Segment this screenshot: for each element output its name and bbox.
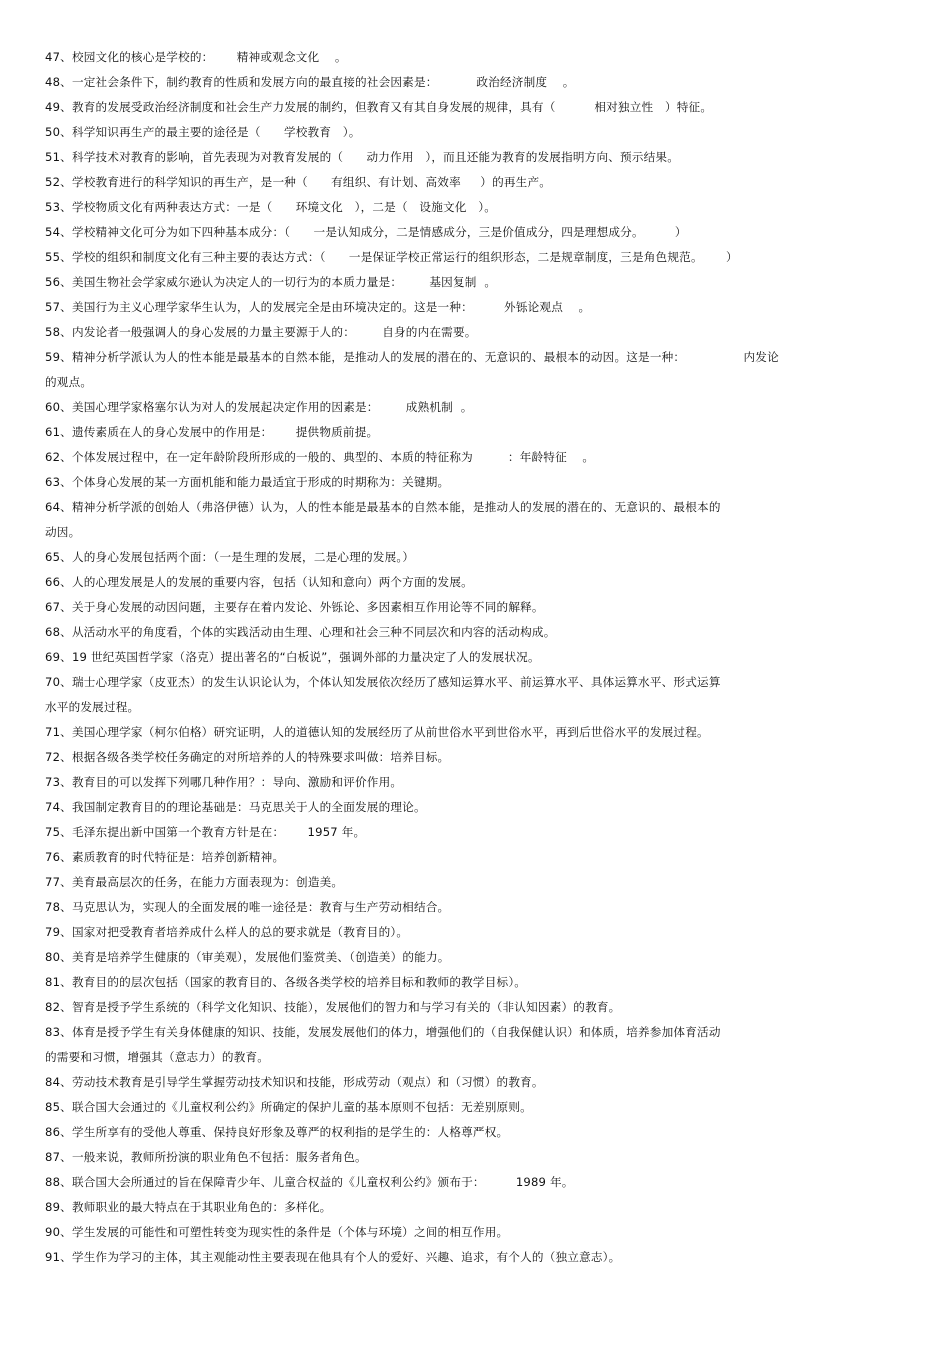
text-line: 51、科学技术对教育的影响，首先表现为对教育发展的（ 动力作用 ），而且还能为教育的发展指明方向、预示结果。 — [45, 150, 680, 164]
text-line: 87、一般来说，教师所扮演的职业角色不包括：服务者角色。 — [45, 1150, 367, 1164]
document-body — [45, 45, 885, 1270]
text-line: 74、我国制定教育目的的理论基础是：马克思关于人的全面发展的理论。 — [45, 800, 426, 814]
text-line: 88、联合国大会所通过的旨在保障青少年、儿童合权益的《儿童权利公约》颁布于： 1989 年。 — [45, 1175, 574, 1189]
text-line: 83、体育是授予学生有关身体健康的知识、技能，发展发展他们的体力，增强他们的（自我保健认识）和体质，培养参加体育活动 — [45, 1025, 721, 1039]
text-line: 60、美国心理学家格塞尔认为对人的发展起决定作用的因素是： 成熟机制 。 — [45, 400, 473, 414]
text-line: 58、内发论者一般强调人的身心发展的力量主要源于人的： 自身的内在需要。 — [45, 325, 477, 339]
text-line: 65、人的身心发展包括两个面：（一是生理的发展，二是心理的发展。） — [45, 550, 415, 564]
text-line: 50、科学知识再生产的最主要的途径是（ 学校教育 ）。 — [45, 125, 361, 139]
text-line: 49、教育的发展受政治经济制度和社会生产力发展的制约，但教育又有其自身发展的规律，具有（ 相对独立性 ）特征。 — [45, 100, 713, 114]
text-line: 75、毛泽东提出新中国第一个教育方针是在： 1957 年。 — [45, 825, 366, 839]
text-line: 的需要和习惯，增强其（意志力）的教育。 — [45, 1050, 270, 1064]
text-line: 的观点。 — [45, 375, 93, 389]
text-line: 71、美国心理学家（柯尔伯格）研究证明，人的道德认知的发展经历了从前世俗水平到世俗水平，再到后世俗水平的发展过程。 — [45, 725, 709, 739]
text-line: 57、美国行为主义心理学家华生认为，人的发展完全是由环境决定的。这是一种： 外铄论观点 。 — [45, 300, 591, 314]
text-line: 54、学校精神文化可分为如下四种基本成分：（ 一是认知成分，二是情感成分，三是价值成分，四是理想成分。 ） — [45, 225, 687, 239]
text-line: 77、美育最高层次的任务，在能力方面表现为：创造美。 — [45, 875, 344, 889]
text-line: 52、学校教育进行的科学知识的再生产，是一种（ 有组织、有计划、高效率 ）的再生产。 — [45, 175, 552, 189]
text-line: 85、联合国大会通过的《儿童权利公约》所确定的保护儿童的基本原则不包括：无差别原则。 — [45, 1100, 532, 1114]
text-line: 89、教师职业的最大特点在于其职业角色的：多样化。 — [45, 1200, 332, 1214]
text-line: 90、学生发展的可能性和可塑性转变为现实性的条件是（个体与环境）之间的相互作用。 — [45, 1225, 509, 1239]
text-line: 72、根据各级各类学校任务确定的对所培养的人的特殊要求叫做：培养目标。 — [45, 750, 450, 764]
text-line: 70、瑞士心理学家（皮亚杰）的发生认识论认为，个体认知发展依次经历了感知运算水平、前运算水平、具体运算水平、形式运算 — [45, 675, 721, 689]
text-line: 81、教育目的的层次包括（国家的教育目的、各级各类学校的培养目标和教师的教学目标）。 — [45, 975, 527, 989]
text-line: 动因。 — [45, 525, 81, 539]
text-line: 61、遗传素质在人的身心发展中的作用是： 提供物质前提。 — [45, 425, 379, 439]
text-line: 53、学校物质文化有两种表达方式：一是（ 环境文化 ），二是（ 设施文化 ）。 — [45, 200, 497, 214]
text-line: 73、教育目的可以发挥下列哪几种作用？：导向、激励和评价作用。 — [45, 775, 403, 789]
text-line: 水平的发展过程。 — [45, 700, 140, 714]
text-line: 84、劳动技术教育是引导学生掌握劳动技术知识和技能，形成劳动（观点）和（习惯）的教育。 — [45, 1075, 544, 1089]
text-line: 86、学生所享有的受他人尊重、保持良好形象及尊严的权利指的是学生的：人格尊严权。 — [45, 1125, 509, 1139]
text-line: 78、马克思认为，实现人的全面发展的唯一途径是：教育与生产劳动相结合。 — [45, 900, 450, 914]
text-line: 91、学生作为学习的主体，其主观能动性主要表现在他具有个人的爱好、兴趣、追求，有个人的（独立意志）。 — [45, 1250, 621, 1264]
text-line: 56、美国生物社会学家威尔逊认为决定人的一切行为的本质力量是： 基因复制 。 — [45, 275, 497, 289]
text-line: 66、人的心理发展是人的发展的重要内容，包括（认知和意向）两个方面的发展。 — [45, 575, 473, 589]
text-line: 64、精神分析学派的创始人（弗洛伊德）认为，人的性本能是最基本的自然本能，是推动人的发展的潜在的、无意识的、最根本的 — [45, 500, 721, 514]
text-line: 47、校园文化的核心是学校的： 精神或观念文化 。 — [45, 50, 347, 64]
text-line: 63、个体身心发展的某一方面机能和能力最适宜于形成的时期称为：关键期。 — [45, 475, 450, 489]
text-line: 62、个体发展过程中，在一定年龄阶段所形成的一般的、典型的、本质的特征称为 ：年龄特征 。 — [45, 450, 595, 464]
text-line: 69、19 世纪英国哲学家（洛克）提出著名的“白板说”，强调外部的力量决定了人的发展状况。 — [45, 650, 540, 664]
text-line: 68、从活动水平的角度看，个体的实践活动由生理、心理和社会三种不同层次和内容的活动构成。 — [45, 625, 556, 639]
text-line: 80、美育是培养学生健康的（审美观），发展他们鉴赏美、（创造美）的能力。 — [45, 950, 450, 964]
text-line: 67、关于身心发展的动因问题，主要存在着内发论、外铄论、多因素相互作用论等不同的解释。 — [45, 600, 544, 614]
text-line: 59、精神分析学派认为人的性本能是最基本的自然本能，是推动人的发展的潜在的、无意识的、最根本的动因。这是一种： 内发论 — [45, 350, 779, 364]
text-line: 76、素质教育的时代特征是：培养创新精神。 — [45, 850, 285, 864]
text-line: 79、国家对把受教育者培养成什么样人的总的要求就是（教育目的）。 — [45, 925, 409, 939]
text-line: 48、一定社会条件下，制约教育的性质和发展方向的最直接的社会因素是： 政治经济制度 。 — [45, 75, 575, 89]
text-line: 55、学校的组织和制度文化有三种主要的表达方式：（ 一是保证学校正常运行的组织形态，二是规章制度，三是角色规范。 ） — [45, 250, 738, 264]
text-line: 82、智育是授予学生系统的（科学文化知识、技能），发展他们的智力和与学习有关的（非认知因素）的教育。 — [45, 1000, 621, 1014]
